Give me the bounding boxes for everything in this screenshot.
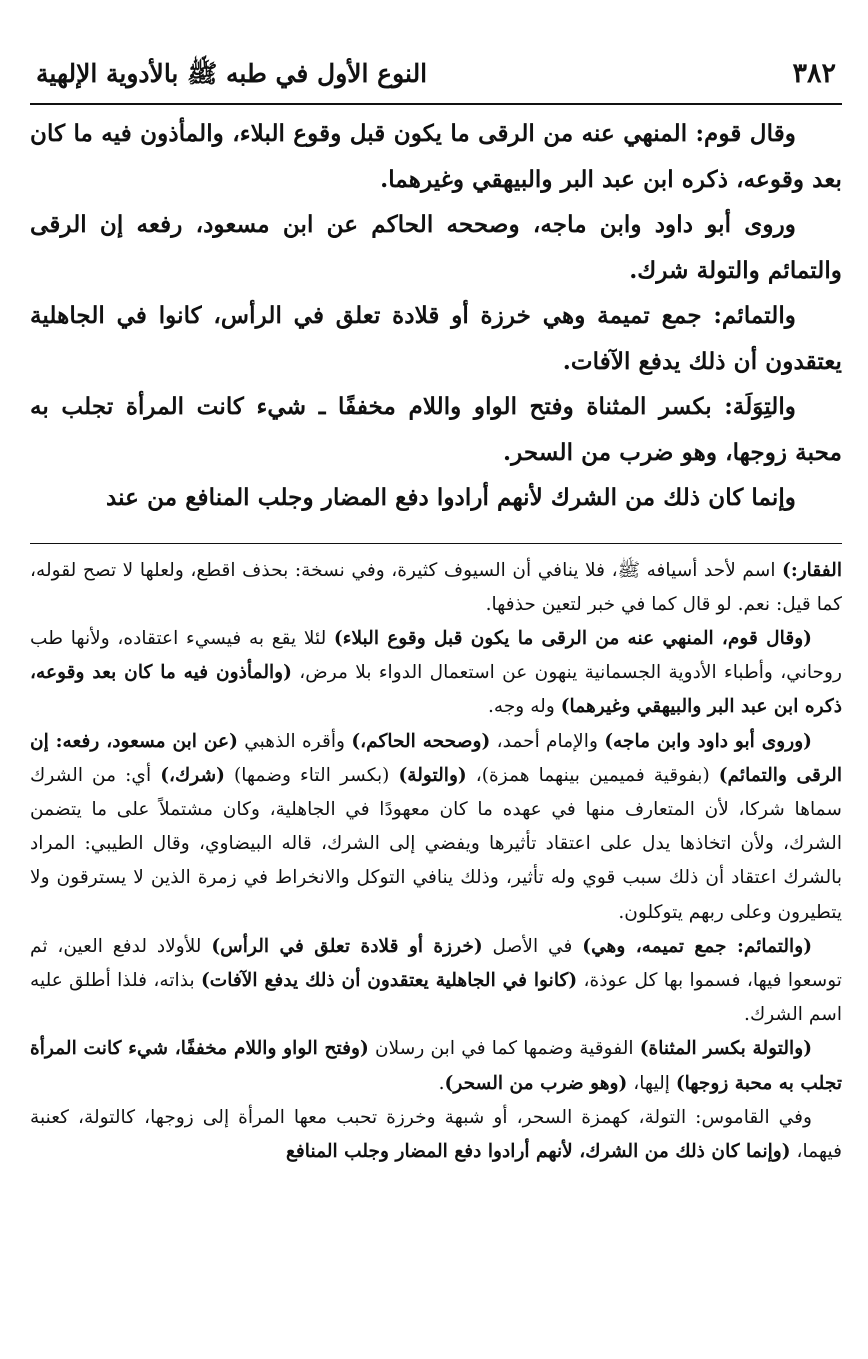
main-paragraph: وقال قوم: المنهي عنه من الرقى ما يكون قبل وقوع البلاء، والمأذون فيه ما كان بعد وقوعه، ذكره ابن عبد البر والبيهقي وغيرهما. <box>30 120 842 193</box>
commentary-paragraph <box>30 554 842 622</box>
commentary-text: وله وجه. <box>487 696 561 718</box>
commentary-text: الفوقية وضمها كما في ابن رسلان <box>368 1038 640 1060</box>
page-number: ٣٨٢ <box>792 58 836 89</box>
bold-quote: (شرك،) <box>160 764 225 786</box>
book-page <box>30 40 842 1359</box>
commentary-text: للأولاد لدفع العين، ثم توسعوا فيها، فسموا بها كل عوذة، <box>30 935 842 991</box>
commentary-paragraph <box>30 930 842 1033</box>
bold-quote: (كانوا في الجاهلية يعتقدون أن ذلك يدفع الآفات) <box>200 969 578 991</box>
commentary-paragraph <box>30 1101 842 1169</box>
bold-quote: (وصححه الحاكم،) <box>351 730 491 752</box>
main-paragraph: والتِوَلَة: بكسر المثناة وفتح الواو واللام مخففًا ـ شيء كانت المرأة تجلب به محبة زوجها، وهو ضرب من السحر. <box>30 393 842 466</box>
commentary-text: (بكسر التاء وضمها) <box>224 764 399 786</box>
commentary-text: والإمام أحمد، <box>490 730 605 752</box>
commentary-text: بذاته، فلذا أطلق عليه اسم الشرك. <box>30 969 842 1026</box>
footnote-separator <box>30 543 842 544</box>
commentary-text: . <box>438 1072 445 1094</box>
commentary <box>30 554 842 1170</box>
commentary-text: أي: من الشرك سماها شركا، لأن المتعارف منها في عهده ما كان معهودًا في الجاهلية، وكان مشتملاً على ما يتضمن الشرك، ولأن اتخاذها يدل على اعتقاد تأثيرها ويفضي إلى الشرك، قاله البيضاوي، وقال الطيبي: المراد بالشرك اعتقاد أن ذلك سبب قوي وله تأثير، وذلك ينافي التوكل والانخراط في زمرة الذين لا يسترقون ولا يتطيرون وعلى ربهم يتوكلون. <box>30 764 842 923</box>
main-paragraph: وروى أبو داود وابن ماجه، وصححه الحاكم عن ابن مسعود، رفعه إن الرقى والتمائم والتولة شرك. <box>30 211 842 284</box>
bold-quote: (وقال قوم، المنهي عنه من الرقى ما يكون قبل وقوع البلاء) <box>333 627 812 649</box>
running-header <box>30 40 842 105</box>
commentary-text: في الأصل <box>482 935 583 957</box>
bold-quote: (وفتح الواو واللام مخففًا، شيء كانت المرأة تجلب به محبة زوجها) <box>30 1038 842 1094</box>
commentary-text: إليها، <box>627 1072 676 1094</box>
commentary-paragraph <box>30 725 842 930</box>
main-paragraph: والتمائم: جمع تميمة وهي خرزة أو قلادة تعلق في الرأس، كانوا في الجاهلية يعتقدون أن ذلك يدفع الآفات. <box>30 302 842 375</box>
bold-quote: (خرزة أو قلادة تعلق في الرأس) <box>211 935 483 957</box>
bold-quote: الفقار:) <box>782 559 842 581</box>
bold-quote: (والتمائم: جمع تميمه، وهي) <box>582 935 812 957</box>
bold-quote: (والتولة بكسر المثناة) <box>639 1038 812 1060</box>
bold-quote: (وهو ضرب من السحر) <box>444 1072 628 1094</box>
commentary-text: وأقره الذهبي <box>237 730 352 752</box>
commentary-text: اسم لأحد أسيافه ﷺ، فلا ينافي أن السيوف كثيرة، وفي نسخة: بحذف اقطع، ولعلها لا تصح لقوله، كما قيل: نعم. لو قال كما في خبر لتعين حذفها. <box>30 559 842 615</box>
main-text <box>30 105 842 521</box>
commentary-text: لئلا يقع به فيسيء اعتقاده، ولأنها طب روحاني، وأطباء الأدوية الجسمانية ينهون عن استعمال الدواء بلا مرض، <box>30 627 843 684</box>
commentary-text: وفي القاموس: التولة، كهمزة السحر، أو شبهة وخرزة تحبب معها المرأة إلى زوجها، كالتولة، كعنبة فيهما، <box>30 1106 842 1162</box>
bold-quote: (والمأذون فيه ما كان بعد وقوعه، ذكره ابن عبد البر والبيهقي وغيرهما) <box>30 662 842 718</box>
commentary-paragraph <box>30 1032 842 1100</box>
bold-quote: (والتولة) <box>398 764 467 786</box>
bold-quote: (عن ابن مسعود، رفعه: إن الرقى والتمائم) <box>30 730 842 786</box>
bold-quote: (وإنما كان ذلك من الشرك، لأنهم أرادوا دفع المضار وجلب المنافع <box>286 1140 791 1162</box>
running-title: النوع الأول في طبه ﷺ بالأدوية الإلهية <box>36 59 428 88</box>
main-paragraph: وإنما كان ذلك من الشرك لأنهم أرادوا دفع المضار وجلب المنافع من عند <box>106 484 796 511</box>
commentary-text: (بفوقية فميمين بينهما همزة)، <box>466 764 719 786</box>
commentary-paragraph <box>30 622 842 725</box>
bold-quote: (وروى أبو داود وابن ماجه) <box>604 730 812 752</box>
